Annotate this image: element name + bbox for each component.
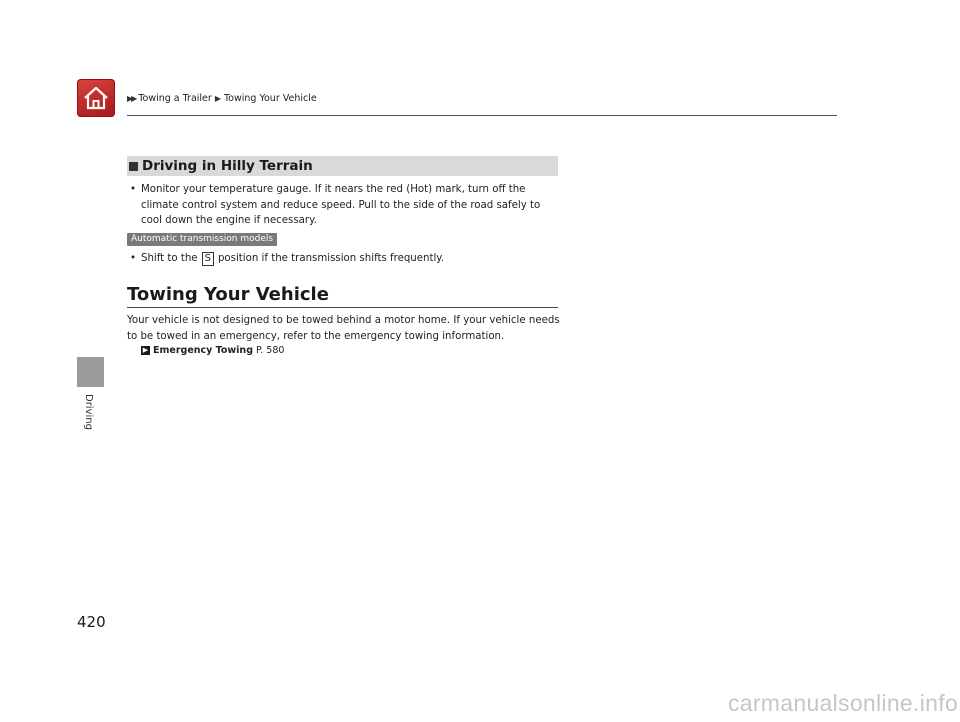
breadcrumb-arrow-icon: ▶▶ [127,94,136,103]
heading-divider [127,307,558,308]
model-tag: Automatic transmission models [127,233,277,246]
breadcrumb-arrow-icon: ▶ [214,94,221,103]
list-item [130,182,558,229]
chapter-label: Driving [83,394,94,430]
gear-key-icon: S [202,252,214,266]
breadcrumb-item-towing-your-vehicle[interactable]: Towing Your Vehicle [223,93,317,104]
bullet-text: Monitor your temperature gauge. If it nears the red (Hot) mark, turn off the climate control system and reduce speed. Pull to the side of the road safely to cool down the engine if necessary. [141,184,541,226]
watermark: carmanualsonline.info [727,690,958,716]
section-title: Driving in Hilly Terrain [142,158,313,174]
page-number: 420 [77,613,106,631]
reference-arrow-icon: ▶ [142,346,149,354]
home-button[interactable] [77,79,115,117]
header-divider [127,115,837,116]
reference-page: P. 580 [256,345,285,356]
chapter-tab[interactable] [77,357,104,387]
section-header [127,156,558,176]
bullet-text-after: position if the transmission shifts frequently. [217,253,445,264]
bullet-text [130,251,558,267]
breadcrumb-item-towing-a-trailer[interactable]: Towing a Trailer [138,93,212,104]
body-paragraph: Your vehicle is not designed to be towed behind a motor home. If your vehicle needs to be towed in an emergency, refer to the emergency towing information. [127,315,560,342]
bullet-text-before: Shift to the [141,253,198,264]
list-item [130,251,558,267]
cross-reference-link[interactable] [141,345,284,356]
page-title: Towing Your Vehicle [127,284,329,305]
reference-title: Emergency Towing [153,345,253,356]
home-icon [82,85,110,111]
bullet-icon: • [130,184,137,195]
bullet-icon: • [130,253,137,264]
section-square-icon [129,162,138,171]
breadcrumb [127,93,317,104]
